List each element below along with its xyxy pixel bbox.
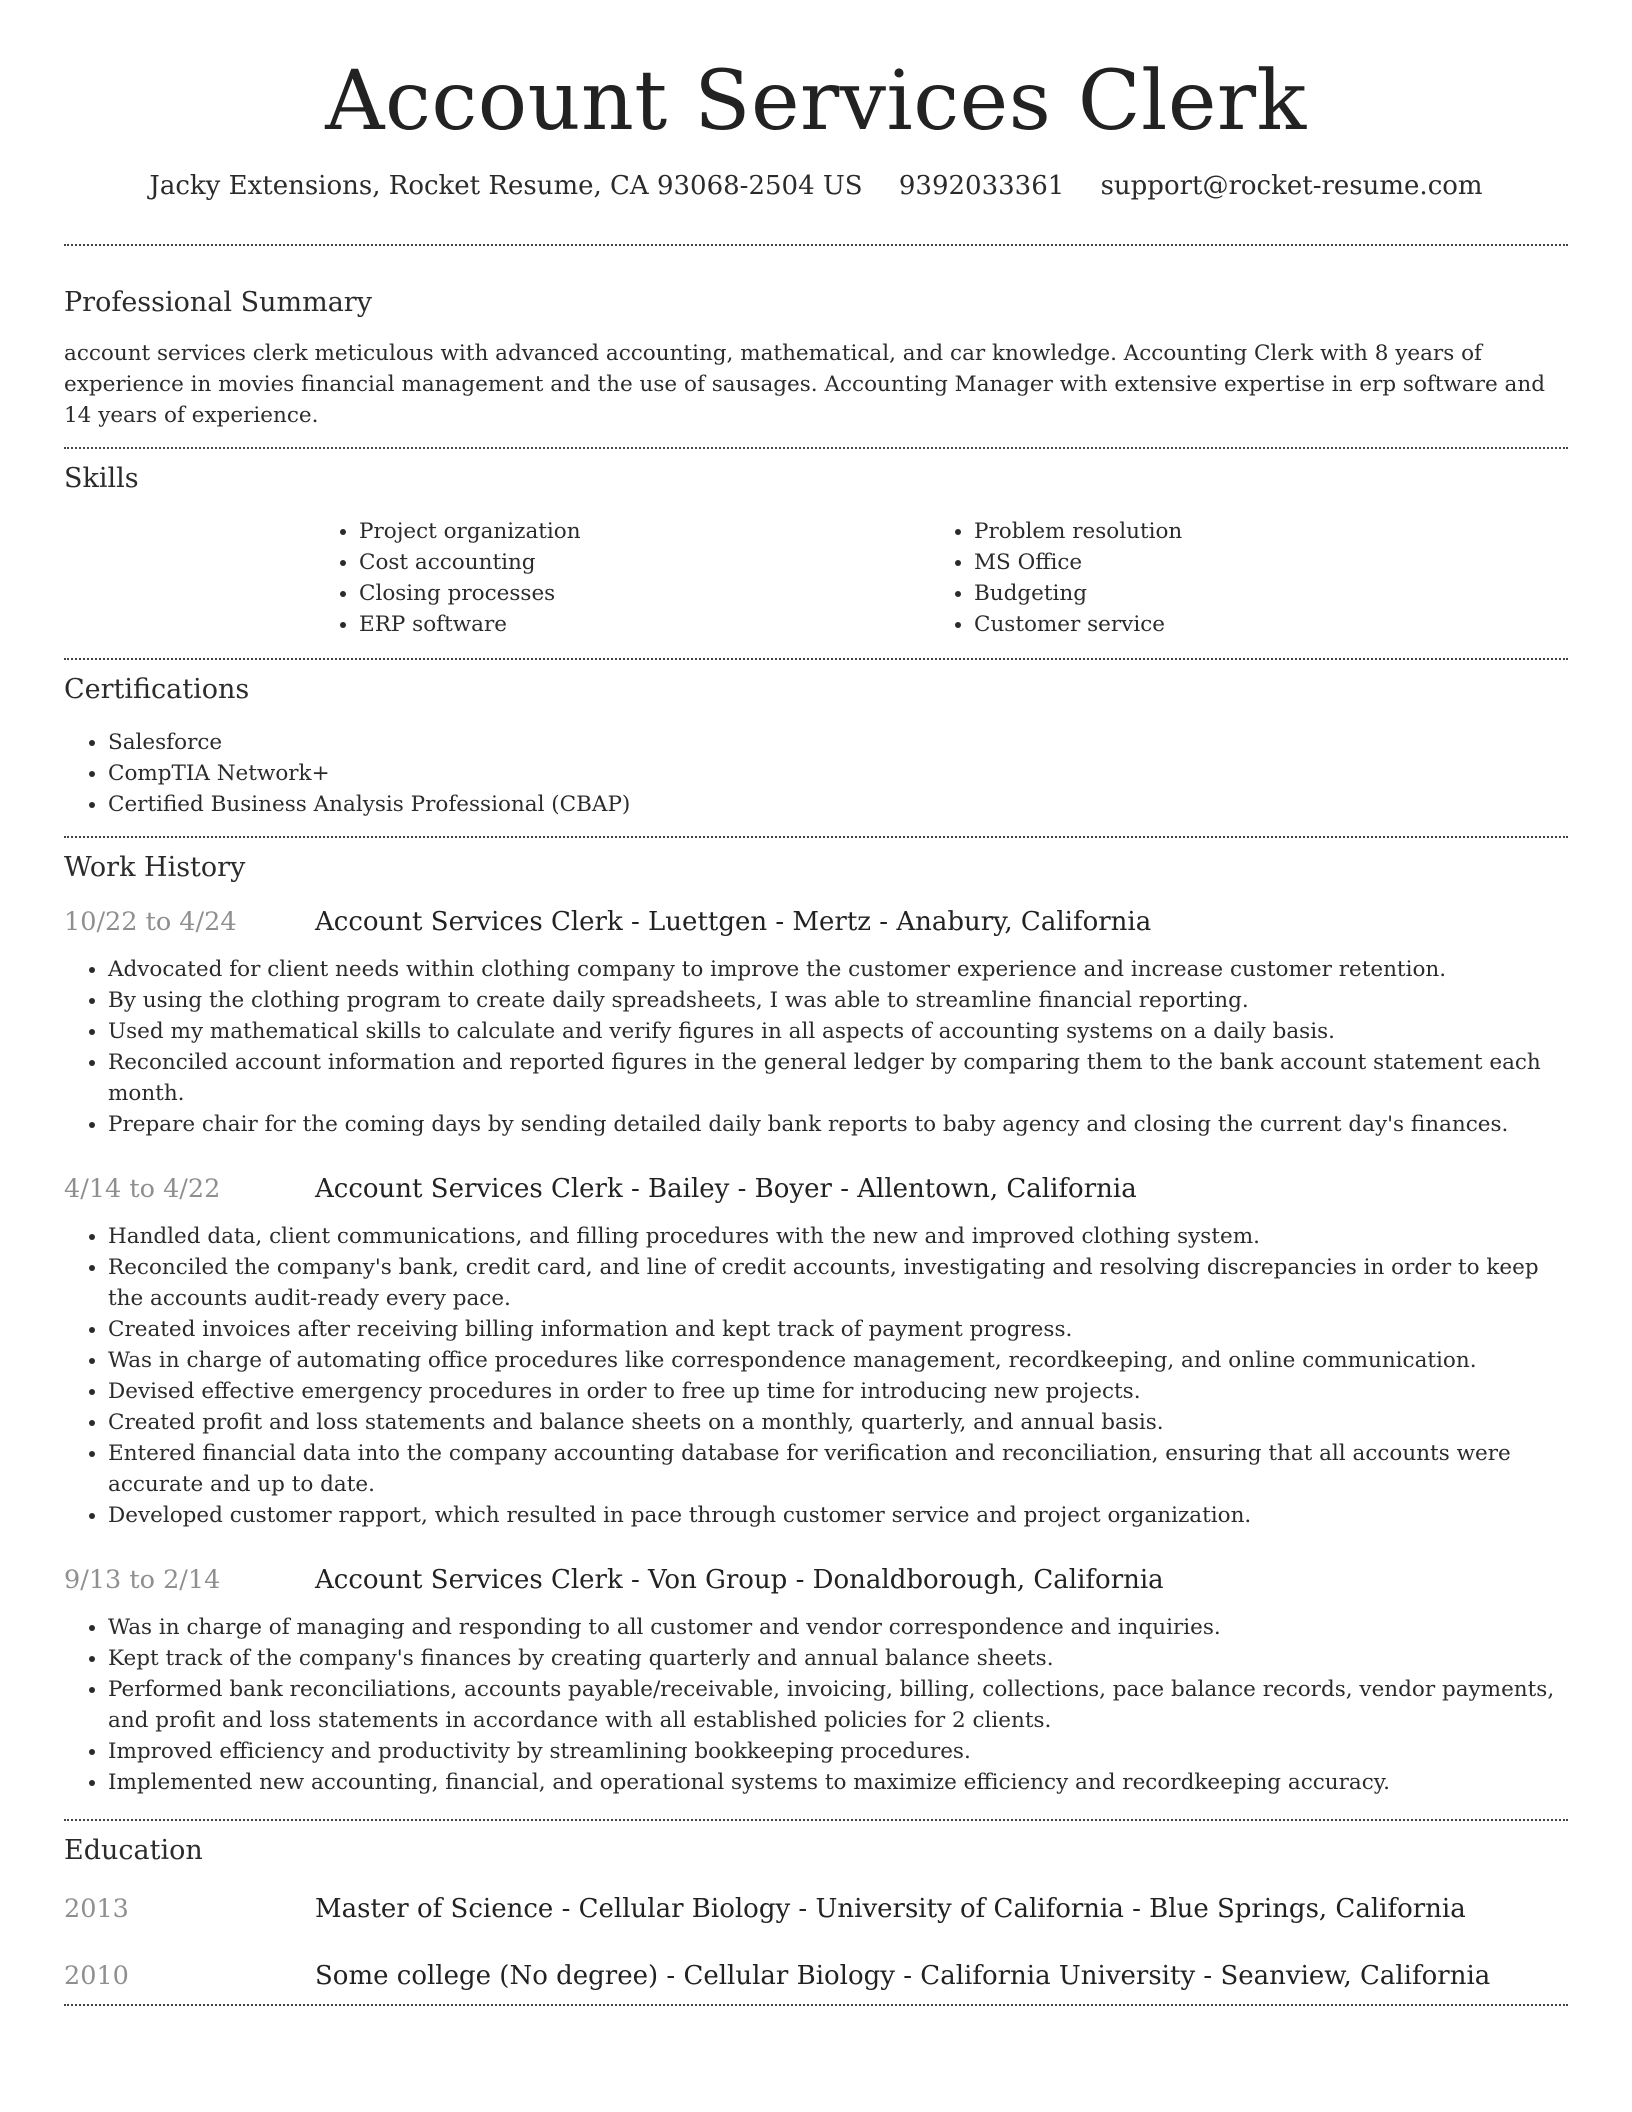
contact-email: support@rocket-resume.com: [1100, 171, 1483, 201]
job-entry: [64, 906, 1568, 1140]
divider: [64, 447, 1568, 449]
certification-item: • Certified Business Analysis Professional (CBAP): [108, 789, 1568, 820]
job-date: 4/14 to 4/22: [64, 1174, 221, 1204]
divider: [64, 2004, 1568, 2006]
divider: [64, 836, 1568, 838]
job-bullet: • Improved efficiency and productivity by streamlining bookkeeping procedures.: [108, 1736, 1568, 1767]
resume-name: Account Services Clerk: [325, 54, 1307, 149]
skill-item: • Cost accounting: [359, 547, 930, 578]
education-entry: [64, 1960, 1568, 1992]
job-bullet: • Created profit and loss statements and balance sheets on a monthly, quarterly, and annual basis.: [108, 1407, 1568, 1438]
skills-list-left: [315, 516, 930, 640]
skill-item: • MS Office: [974, 547, 1560, 578]
skill-item: • Problem resolution: [974, 516, 1560, 547]
skills-section: [64, 462, 1568, 640]
skill-item: • ERP software: [359, 609, 930, 640]
summary-text: account services clerk meticulous with advanced accounting, mathematical, and car knowledge. Accounting Clerk with 8 years of experience in movies financial management and the use of sausages. Accounting Manager with extensive expertise in erp software and 14 years of experience.: [64, 341, 1545, 428]
job-date: 9/13 to 2/14: [64, 1565, 221, 1595]
education-date: 2010: [64, 1961, 129, 1991]
job-bullet: • Created invoices after receiving billing information and kept track of payment progress.: [108, 1314, 1568, 1345]
education-section: [64, 1834, 1568, 1992]
contact-phone: 9392033361: [898, 171, 1065, 201]
job-bullet: • By using the clothing program to create daily spreadsheets, I was able to streamline financial reporting.: [108, 985, 1568, 1016]
job-entry: [64, 1173, 1568, 1531]
job-bullet: • Kept track of the company's finances by creating quarterly and annual balance sheets.: [108, 1643, 1568, 1674]
job-title: Account Services Clerk - Von Group - Donaldborough, California: [315, 1565, 1164, 1595]
work-history-section: [64, 851, 1568, 1798]
job-bullet: • Was in charge of managing and responding to all customer and vendor correspondence and inquiries.: [108, 1612, 1568, 1643]
job-bullet: • Entered financial data into the company accounting database for verification and reconciliation, ensuring that all accounts were accurate and up to date.: [108, 1438, 1568, 1500]
job-bullet: • Reconciled account information and reported figures in the general ledger by comparing them to the bank account statement each month.: [108, 1047, 1568, 1109]
skill-item: • Customer service: [974, 609, 1560, 640]
skill-item: • Closing processes: [359, 578, 930, 609]
section-title-summary: Professional Summary: [64, 287, 372, 318]
section-title-education: Education: [64, 1835, 203, 1866]
summary-section: [64, 286, 1568, 431]
job-header: [64, 1173, 1568, 1205]
skill-item: • Project organization: [359, 516, 930, 547]
education-date: 2013: [64, 1894, 129, 1924]
job-bullets: [64, 954, 1568, 1140]
divider: [64, 658, 1568, 660]
job-bullet: • Implemented new accounting, financial, and operational systems to maximize efficiency and recordkeeping accuracy.: [108, 1767, 1568, 1798]
job-bullet: • Reconciled the company's bank, credit card, and line of credit accounts, investigating and resolving discrepancies in order to keep the accounts audit-ready every pace.: [108, 1252, 1568, 1314]
skills-grid: [315, 516, 1568, 640]
job-date: 10/22 to 4/24: [64, 907, 237, 937]
job-bullet: • Devised effective emergency procedures in order to free up time for introducing new projects.: [108, 1376, 1568, 1407]
education-entry: [64, 1893, 1568, 1925]
divider: [64, 1819, 1568, 1821]
education-title: Some college (No degree) - Cellular Biology - California University - Seanview, California: [315, 1961, 1491, 1991]
certification-item: • Salesforce: [108, 727, 1568, 758]
skills-list-right: [930, 516, 1560, 640]
job-bullets: [64, 1221, 1568, 1531]
education-title: Master of Science - Cellular Biology - University of California - Blue Springs, California: [315, 1894, 1466, 1924]
contact-line: [64, 170, 1568, 202]
certification-item: • CompTIA Network+: [108, 758, 1568, 789]
job-entry: [64, 1564, 1568, 1798]
section-title-skills: Skills: [64, 463, 139, 494]
job-bullet: • Prepare chair for the coming days by sending detailed daily bank reports to baby agency and closing the current day's finances.: [108, 1109, 1568, 1140]
contact-address: Jacky Extensions, Rocket Resume, CA 93068-2504 US: [149, 171, 863, 201]
job-bullet: • Advocated for client needs within clothing company to improve the customer experience and increase customer retention.: [108, 954, 1568, 985]
section-title-work-history: Work History: [64, 852, 246, 883]
job-title: Account Services Clerk - Bailey - Boyer - Allentown, California: [315, 1174, 1137, 1204]
resume-page: [64, 0, 1568, 2006]
job-bullet: • Used my mathematical skills to calculate and verify figures in all aspects of accounting systems on a daily basis.: [108, 1016, 1568, 1047]
job-bullet: • Handled data, client communications, and filling procedures with the new and improved clothing system.: [108, 1221, 1568, 1252]
certifications-section: [64, 673, 1568, 820]
job-title: Account Services Clerk - Luettgen - Mertz - Anabury, California: [315, 907, 1152, 937]
job-bullet: • Was in charge of automating office procedures like correspondence management, recordkeeping, and online communication.: [108, 1345, 1568, 1376]
job-bullet: • Performed bank reconciliations, accounts payable/receivable, invoicing, billing, collections, pace balance records, vendor payments, and profit and loss statements in accordance with all established policies for 2 clients.: [108, 1674, 1568, 1736]
certifications-list: [64, 727, 1568, 820]
job-header: [64, 1564, 1568, 1596]
divider: [64, 244, 1568, 246]
section-title-certifications: Certifications: [64, 674, 250, 705]
job-header: [64, 906, 1568, 938]
job-bullets: [64, 1612, 1568, 1798]
skill-item: • Budgeting: [974, 578, 1560, 609]
job-bullet: • Developed customer rapport, which resulted in pace through customer service and project organization.: [108, 1500, 1568, 1531]
